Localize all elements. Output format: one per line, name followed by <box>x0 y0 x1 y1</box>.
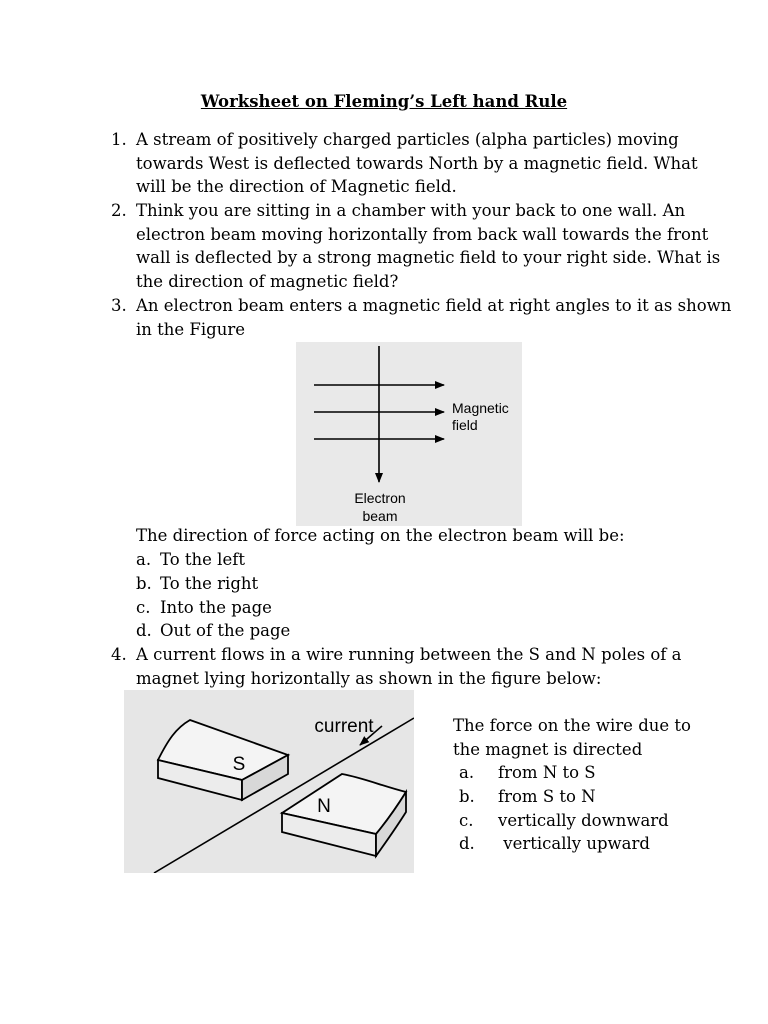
option-text: To the right <box>160 574 259 593</box>
worksheet-title: Worksheet on Fleming’s Left hand Rule <box>200 92 568 111</box>
question-4-prompt <box>453 714 693 761</box>
beam-label: beam <box>362 508 398 524</box>
question-3-prompt <box>136 524 677 548</box>
question-2 <box>111 199 721 293</box>
option-label: d. <box>136 621 152 640</box>
option-text: To the left <box>160 550 245 569</box>
option-text: Out of the page <box>160 621 291 640</box>
question-prompt-line: The force on the wire due to <box>453 716 691 735</box>
magnet-wire-diagram <box>124 690 414 873</box>
question-line: will be the direction of Magnetic field. <box>136 177 457 196</box>
option-text: from S to N <box>498 787 596 806</box>
magnetic-field-diagram <box>296 342 522 526</box>
option-label: a. <box>459 763 475 782</box>
option-d[interactable] <box>459 832 650 856</box>
question-line: A current flows in a wire running between the S and N poles of a <box>136 645 682 664</box>
option-a[interactable] <box>459 761 596 785</box>
option-c[interactable] <box>459 809 669 833</box>
option-d[interactable] <box>136 619 290 643</box>
question-line: An electron beam enters a magnetic field at right angles to it as shown <box>136 296 732 315</box>
option-b[interactable] <box>136 572 258 596</box>
magnet-wire-figure <box>124 690 414 873</box>
question-prompt-line: the magnet is directed <box>453 739 643 759</box>
question-number: 4. <box>111 645 127 664</box>
option-label: c. <box>459 811 474 830</box>
question-line: towards West is deflected towards North by a magnetic field. What <box>136 153 698 173</box>
question-line: electron beam moving horizontally from back wall towards the front <box>136 224 709 244</box>
field-label: field <box>452 417 478 433</box>
option-text: Into the page <box>160 598 272 617</box>
question-4 <box>111 643 682 690</box>
option-label: a. <box>136 550 152 569</box>
question-1 <box>111 128 698 199</box>
question-3 <box>111 294 732 341</box>
question-line: the direction of magnetic field? <box>136 271 399 291</box>
question-line: wall is deflected by a strong magnetic field to your right side. What is <box>136 248 721 267</box>
beam-label: Electron <box>354 490 406 506</box>
current-label: current <box>314 716 374 737</box>
question-number: 2. <box>111 201 127 220</box>
option-label: b. <box>136 574 152 593</box>
field-label: Magnetic <box>452 400 509 416</box>
option-a[interactable] <box>136 548 245 572</box>
north-pole-label: N <box>317 796 331 817</box>
question-prompt: The direction of force acting on the electron beam will be: <box>136 526 625 545</box>
south-pole-label: S <box>232 754 246 775</box>
question-line: A stream of positively charged particles (alpha particles) moving <box>136 130 679 149</box>
option-b[interactable] <box>459 785 596 809</box>
question-number: 3. <box>111 296 127 315</box>
question-number: 1. <box>111 130 127 149</box>
question-line: magnet lying horizontally as shown in the figure below: <box>136 668 602 688</box>
magnetic-field-figure <box>296 342 522 526</box>
option-text: vertically downward <box>498 811 669 830</box>
question-line: Think you are sitting in a chamber with your back to one wall. An <box>136 201 686 220</box>
option-label: c. <box>136 598 151 617</box>
option-label: d. <box>459 834 475 853</box>
option-text: vertically upward <box>498 834 650 853</box>
option-label: b. <box>459 787 475 806</box>
option-c[interactable] <box>136 596 272 620</box>
option-text: from N to S <box>498 763 596 782</box>
question-line: in the Figure <box>136 319 245 339</box>
